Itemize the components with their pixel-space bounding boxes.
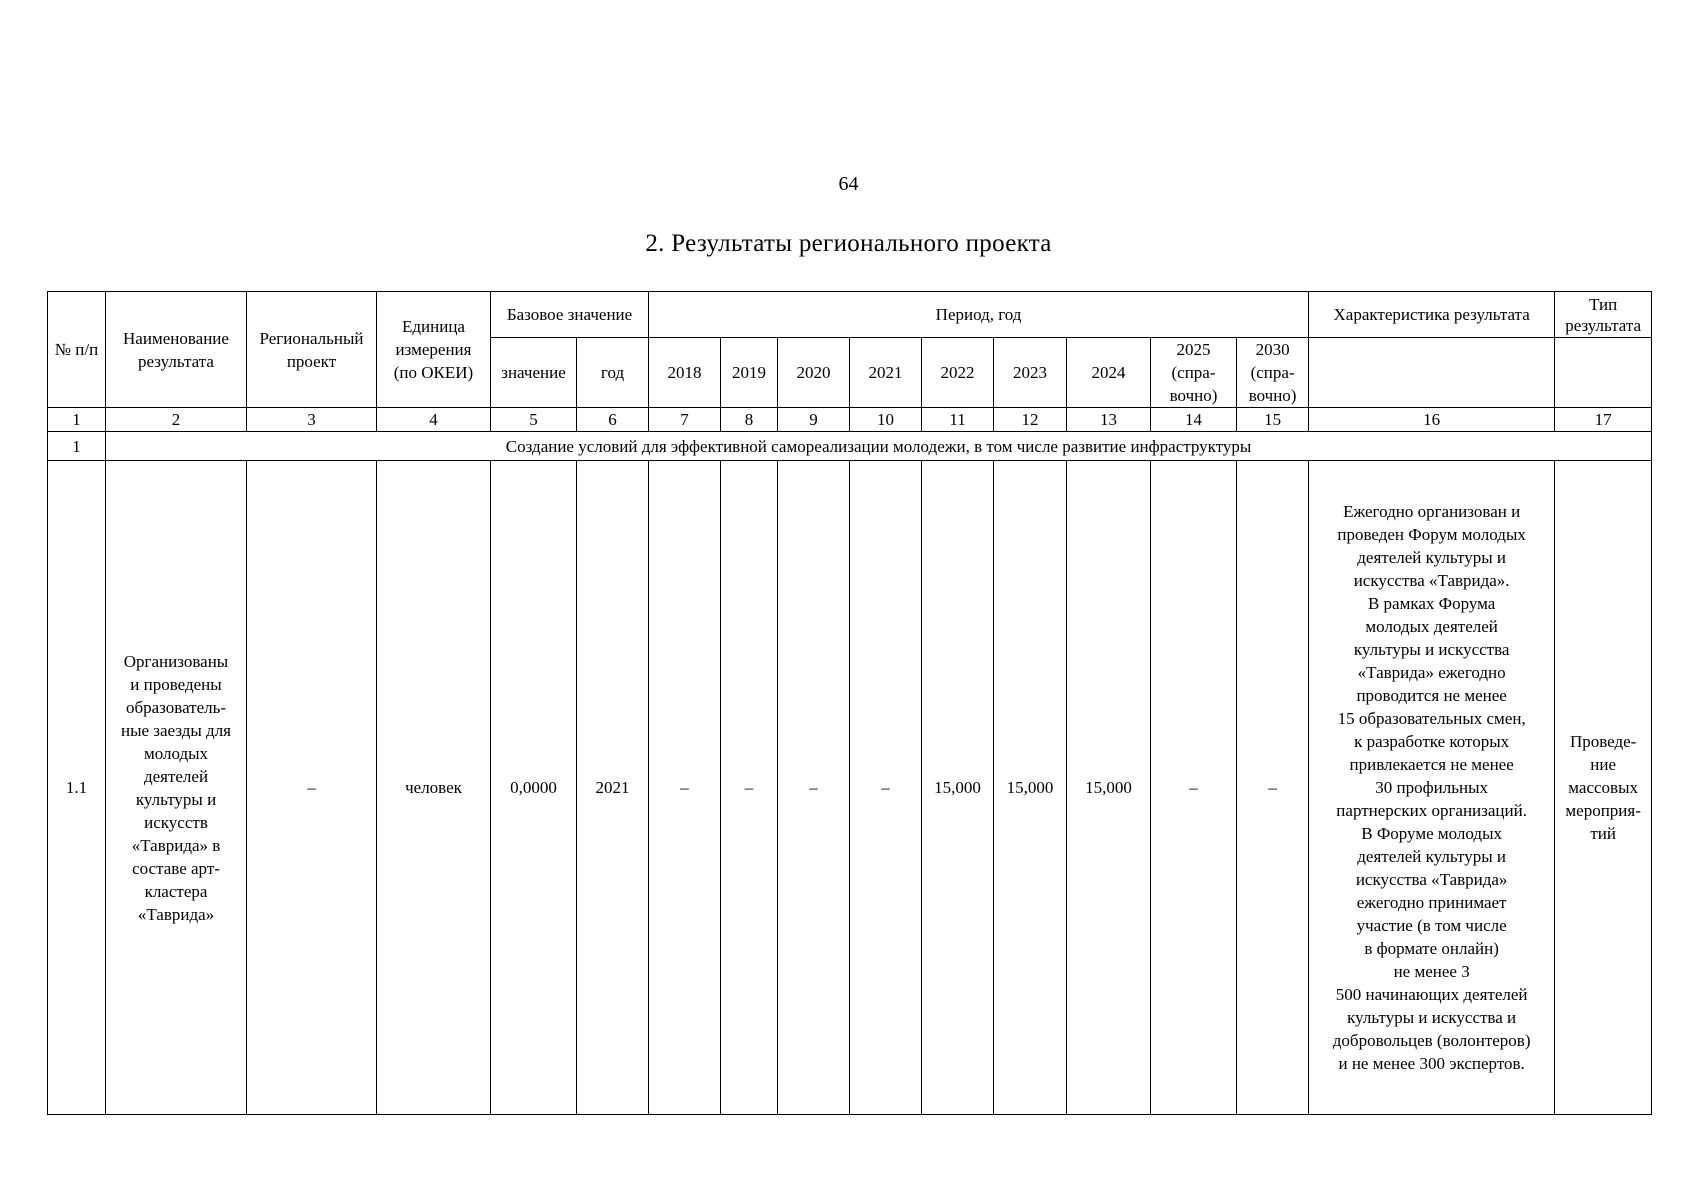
row-unit: человек (377, 461, 491, 1115)
column-number: 3 (247, 408, 377, 432)
header-period: Период, год (649, 292, 1309, 338)
header-year-2022: 2022 (922, 338, 994, 408)
header-year-2023: 2023 (994, 338, 1067, 408)
column-number: 12 (994, 408, 1067, 432)
row-value-2020: – (778, 461, 850, 1115)
header-project: Региональный проект (247, 292, 377, 408)
row-value-2030: – (1237, 461, 1309, 1115)
column-number: 7 (649, 408, 721, 432)
column-number: 16 (1309, 408, 1555, 432)
header-type: Тип результата (1555, 292, 1652, 338)
header-type-sub (1555, 338, 1652, 408)
header-base-value: значение (491, 338, 577, 408)
results-table (47, 291, 1652, 1115)
column-number: 6 (577, 408, 649, 432)
row-value-2023: 15,000 (994, 461, 1067, 1115)
section-row (48, 432, 1652, 461)
header-num: № п/п (48, 292, 106, 408)
column-number: 10 (850, 408, 922, 432)
row-value-2022: 15,000 (922, 461, 994, 1115)
section-index: 1 (48, 432, 106, 461)
page-number: 64 (838, 173, 859, 195)
header-year-2018: 2018 (649, 338, 721, 408)
row-value-2018: – (649, 461, 721, 1115)
header-row-1 (48, 292, 1652, 338)
column-number-row (48, 408, 1652, 432)
header-year-2021: 2021 (850, 338, 922, 408)
column-number: 8 (721, 408, 778, 432)
row-value-2021: – (850, 461, 922, 1115)
header-year-2030: 2030 (спра- вочно) (1237, 338, 1309, 408)
row-value-2019: – (721, 461, 778, 1115)
header-base: Базовое значение (491, 292, 649, 338)
row-index: 1.1 (48, 461, 106, 1115)
row-type: Проведе- ние массовых мероприя- тий (1555, 461, 1652, 1115)
header-name: Наименование результата (106, 292, 247, 408)
column-number: 5 (491, 408, 577, 432)
section-title: 2. Результаты регионального проекта (645, 230, 1052, 257)
header-characteristic-sub (1309, 338, 1555, 408)
row-name: Организованы и проведены образователь- ные заезды для молодых деятелей культуры и искусств «Таврида» в составе арт- кластера «Таврида» (106, 461, 247, 1115)
section-title-cell: Создание условий для эффективной самореализации молодежи, в том числе развитие инфраструктуры (106, 432, 1652, 461)
column-number: 11 (922, 408, 994, 432)
column-number: 1 (48, 408, 106, 432)
column-number: 2 (106, 408, 247, 432)
header-characteristic: Характеристика результата (1309, 292, 1555, 338)
row-characteristic: Ежегодно организован и проведен Форум молодых деятелей культуры и искусства «Таврида». В рамках Форума молодых деятелей культуры и искусства «Таврида» ежегодно проводится не менее 15 образовательных смен, к разработке которых привлекается не менее 30 профильных партнерских организаций. В Форуме молодых деятелей культуры и искусства «Таврида» ежегодно принимает участие (в том числе в формате онлайн) не менее 3 500 начинающих деятелей культуры и искусства и добровольцев (волонтеров) и не менее 300 экспертов. (1309, 461, 1555, 1115)
header-unit: Единица измерения (по ОКЕИ) (377, 292, 491, 408)
row-value-2025: – (1151, 461, 1237, 1115)
column-number: 13 (1067, 408, 1151, 432)
column-number: 9 (778, 408, 850, 432)
header-year-2019: 2019 (721, 338, 778, 408)
header-year-2025: 2025 (спра- вочно) (1151, 338, 1237, 408)
column-number: 4 (377, 408, 491, 432)
table-row (48, 461, 1652, 1115)
row-project: – (247, 461, 377, 1115)
column-number: 17 (1555, 408, 1652, 432)
header-year-2024: 2024 (1067, 338, 1151, 408)
row-base-value: 0,0000 (491, 461, 577, 1115)
row-value-2024: 15,000 (1067, 461, 1151, 1115)
header-base-year: год (577, 338, 649, 408)
column-number: 14 (1151, 408, 1237, 432)
column-number: 15 (1237, 408, 1309, 432)
header-year-2020: 2020 (778, 338, 850, 408)
row-base-year: 2021 (577, 461, 649, 1115)
